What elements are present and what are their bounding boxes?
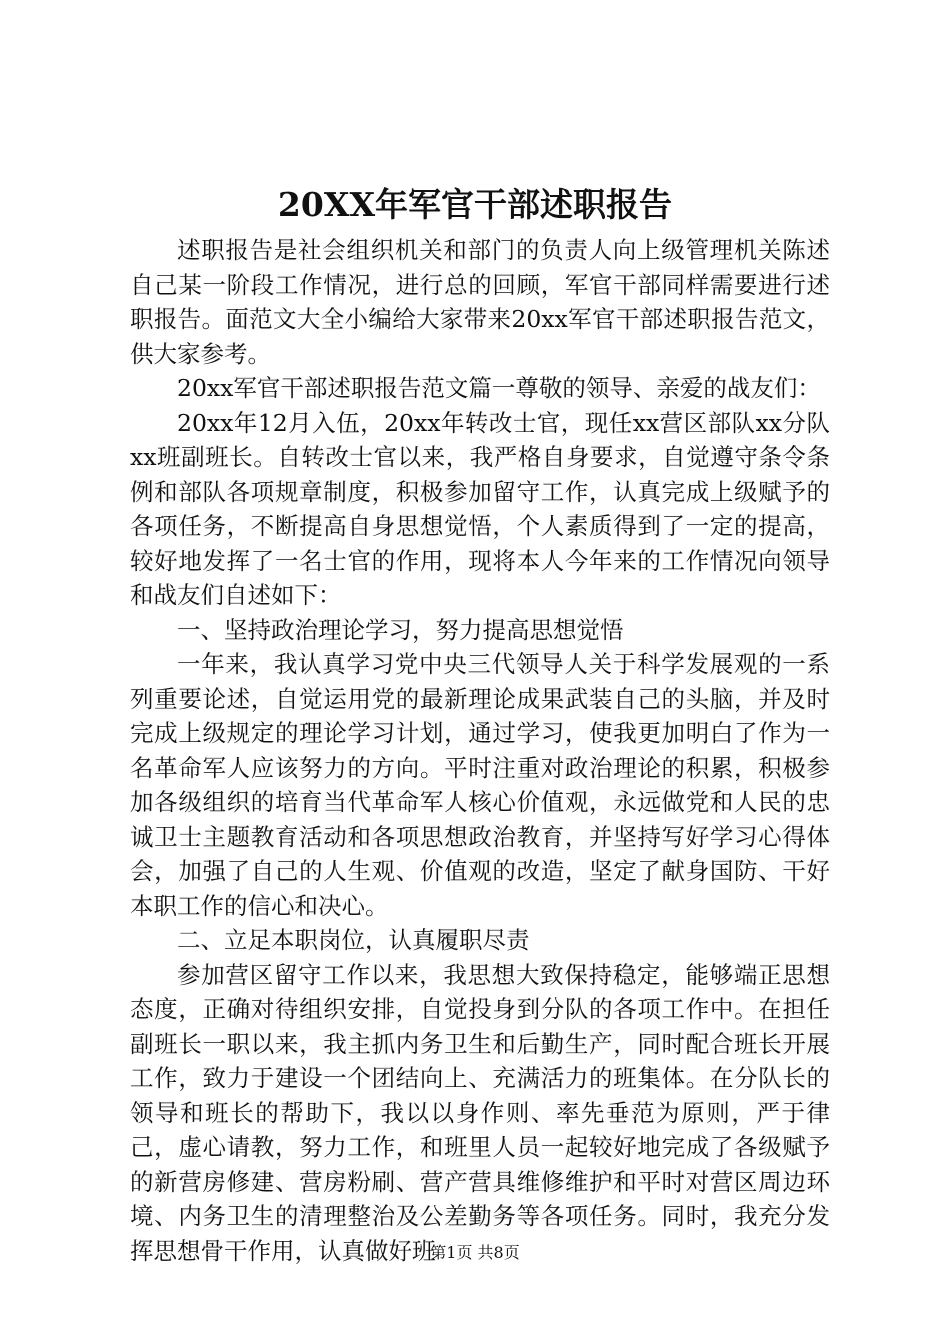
paragraph-salutation: 20xx军官干部述职报告范文篇一尊敬的领导、亲爱的战友们： (177, 374, 821, 402)
paragraph-section-1: 一年来，我认真学习党中央三代领导人关于科学发展观的一系列重要论述，自觉运用党的最新理论成果武装自己的头脑，并及时完成上级规定的理论学习计划，通过学习，使我更加明白了作为一名革命军人应该努力的方向。平时注重对政治理论的积累，积极参加各级组织的培育当代革命军人核心价值观，永远做党和人民的忠诚卫士主题教育活动和各项思想政治教育，并坚持写好学习心得体会，加强了自己的人生观、价值观的改造，坚定了献身国防、干好本职工作的信心和决心。 (130, 650, 830, 920)
document-body (130, 233, 830, 1268)
page-number-footer: 第1页 共8页 (430, 1243, 520, 1262)
section-heading-1: 一、坚持政治理论学习，努力提高思想觉悟 (177, 615, 624, 644)
paragraph-background: 20xx年12月入伍，20xx年转改士官，现任xx营区部队xx分队xx班副班长。自转改士官以来，我严格自身要求，自觉遵守条令条例和部队各项规章制度，积极参加留守工作，认真完成上级赋予的各项任务，不断提高自身思想觉悟，个人素质得到了一定的提高，较好地发挥了一名士官的作用，现将本人今年来的工作情况向领导和战友们自述如下： (130, 408, 830, 609)
paragraph-section-2: 参加营区留守工作以来，我思想大致保持稳定，能够端正思想态度，正确对待组织安排，自觉投身到分队的各项工作中。在担任副班长一职以来，我主抓内务卫生和后勤生产，同时配合班长开展工作，致力于建设一个团结向上、充满活力的班集体。在分队长的领导和班长的帮助下，我以以身作则、率先垂范为原则，严于律己，虚心请教，努力工作，和班里人员一起较好地完成了各级赋予的新营房修建、营房粉刷、营产营具维修维护和平时对营区周边环境、内务卫生的清理整治及公差勤务等各项任务。同时，我充分发挥思想骨干作用，认真做好班 (130, 960, 830, 1265)
paragraph-intro: 述职报告是社会组织机关和部门的负责人向上级管理机关陈述自己某一阶段工作情况，进行总的回顾，军官干部同样需要进行述职报告。面范文大全小编给大家带来20xx军官干部述职报告范文，供大家参考。 (130, 236, 830, 368)
section-heading-2: 二、立足本职岗位，认真履职尽责 (177, 926, 530, 954)
document-title: 20XX年军官干部述职报告 (277, 185, 673, 224)
